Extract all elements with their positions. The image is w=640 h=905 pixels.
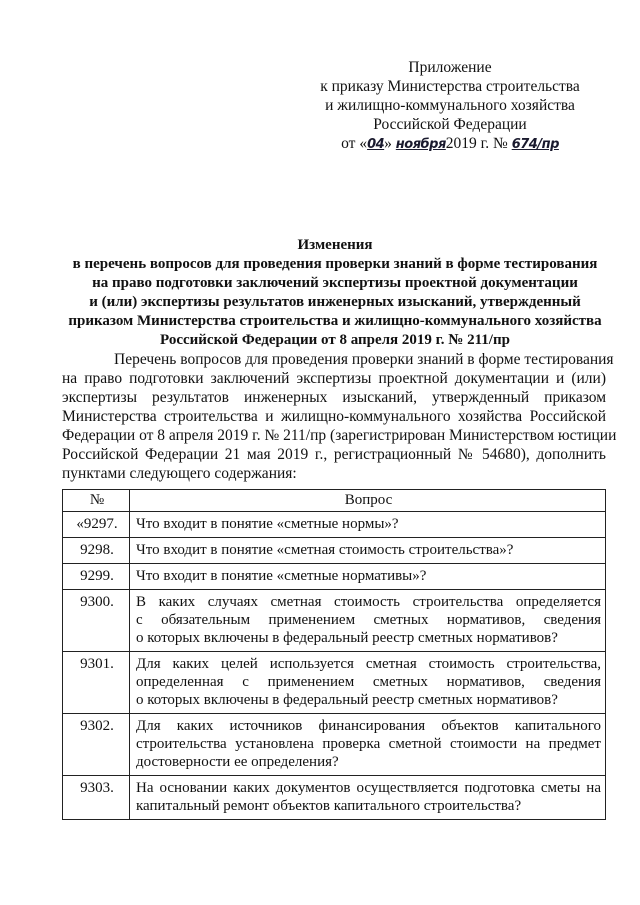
table-header-row [63, 490, 606, 512]
title-line: приказом Министерства строительства и жилищно-коммунального хозяйства [68, 313, 602, 329]
appendix-block [300, 58, 600, 154]
question-number: 9298. [63, 538, 130, 564]
intro-paragraph [62, 350, 617, 483]
handwritten-order-number: 674/пр [511, 137, 559, 152]
question-line: строительства установлена проверка сметной стоимости на предмет [136, 736, 601, 752]
question-number: 9302. [63, 714, 130, 776]
question-line: Что входит в понятие «сметные нормы»? [136, 516, 399, 532]
title-line: Изменения [297, 237, 373, 253]
table-row [63, 590, 606, 652]
questions-table [62, 489, 606, 820]
question-text [130, 776, 606, 820]
question-number: 9303. [63, 776, 130, 820]
title-line: в перечень вопросов для проведения проверки знаний в форме тестирования [72, 256, 598, 272]
question-line: с обязательным применением сметных нормативов, сведения [136, 612, 601, 628]
title-line: на право подготовки заключений экспертизы проектной документации [92, 275, 578, 291]
question-number: 9301. [63, 652, 130, 714]
question-line: Что входит в понятие «сметные нормативы»? [136, 568, 427, 584]
header-number: № [63, 490, 130, 512]
question-line: капитальный ремонт объектов капитального строительства? [136, 798, 522, 814]
table-row [63, 512, 606, 538]
question-number: 9300. [63, 590, 130, 652]
question-text [130, 564, 606, 590]
title-line: и (или) экспертизы результатов инженерных изысканий, утвержденный [89, 294, 581, 310]
question-line: Для каких источников финансирования объектов капитального [136, 718, 601, 734]
question-text [130, 652, 606, 714]
intro-line: Перечень вопросов для проведения проверки знаний в форме тестирования [114, 351, 614, 368]
table-row [63, 714, 606, 776]
year-part: 2019 г. № [445, 135, 508, 152]
document-title [40, 236, 630, 350]
question-text [130, 590, 606, 652]
question-line: достоверности ее определения? [136, 754, 339, 770]
appendix-order-ref: к приказу Министерства строительства [320, 78, 580, 95]
question-text [130, 538, 606, 564]
question-number: 9299. [63, 564, 130, 590]
question-line: Для каких целей используется сметная стоимость строительства, [136, 656, 601, 672]
question-line: о которых включены в федеральный реестр сметных нормативов? [136, 630, 558, 646]
intro-line: на право подготовки заключений экспертизы проектной документации и (или) [62, 370, 606, 387]
question-line: определенная с применением сметных нормативов, сведения [136, 674, 601, 690]
table-row [63, 538, 606, 564]
intro-line: Федерации от 8 апреля 2019 г. № 211/пр (зарегистрирован Министерством юстиции [62, 427, 617, 444]
handwritten-day: 04 [367, 137, 385, 152]
handwritten-month: ноября [395, 137, 446, 152]
question-line: В каких случаях сметная стоимость строительства определяется [136, 594, 601, 610]
intro-line: Российской Федерации 21 мая 2019 г., регистрационный № 54680), дополнить [62, 446, 606, 463]
appendix-ministry: и жилищно-коммунального хозяйства [325, 97, 575, 114]
appendix-label: Приложение [408, 59, 492, 76]
question-line: Что входит в понятие «сметная стоимость строительства»? [136, 542, 514, 558]
title-line: Российской Федерации от 8 апреля 2019 г. № 211/пр [160, 332, 510, 348]
table-row [63, 776, 606, 820]
table-row [63, 564, 606, 590]
question-text [130, 512, 606, 538]
question-text [130, 714, 606, 776]
date-quote-close: » [384, 135, 392, 152]
appendix-date-line [300, 134, 600, 154]
intro-line: экспертизы результатов инженерных изысканий, утвержденный приказом [62, 389, 606, 406]
intro-line: Министерства строительства и жилищно-коммунального хозяйства Российской [62, 408, 606, 425]
header-question: Вопрос [130, 490, 606, 512]
question-number: «9297. [63, 512, 130, 538]
intro-line: пунктами следующего содержания: [62, 465, 297, 482]
appendix-federation: Российской Федерации [373, 116, 527, 133]
question-line: о которых включены в федеральный реестр сметных нормативов? [136, 692, 558, 708]
date-prefix: от « [341, 135, 368, 152]
question-line: На основании каких документов осуществляется подготовка сметы на [136, 780, 601, 796]
table-row [63, 652, 606, 714]
